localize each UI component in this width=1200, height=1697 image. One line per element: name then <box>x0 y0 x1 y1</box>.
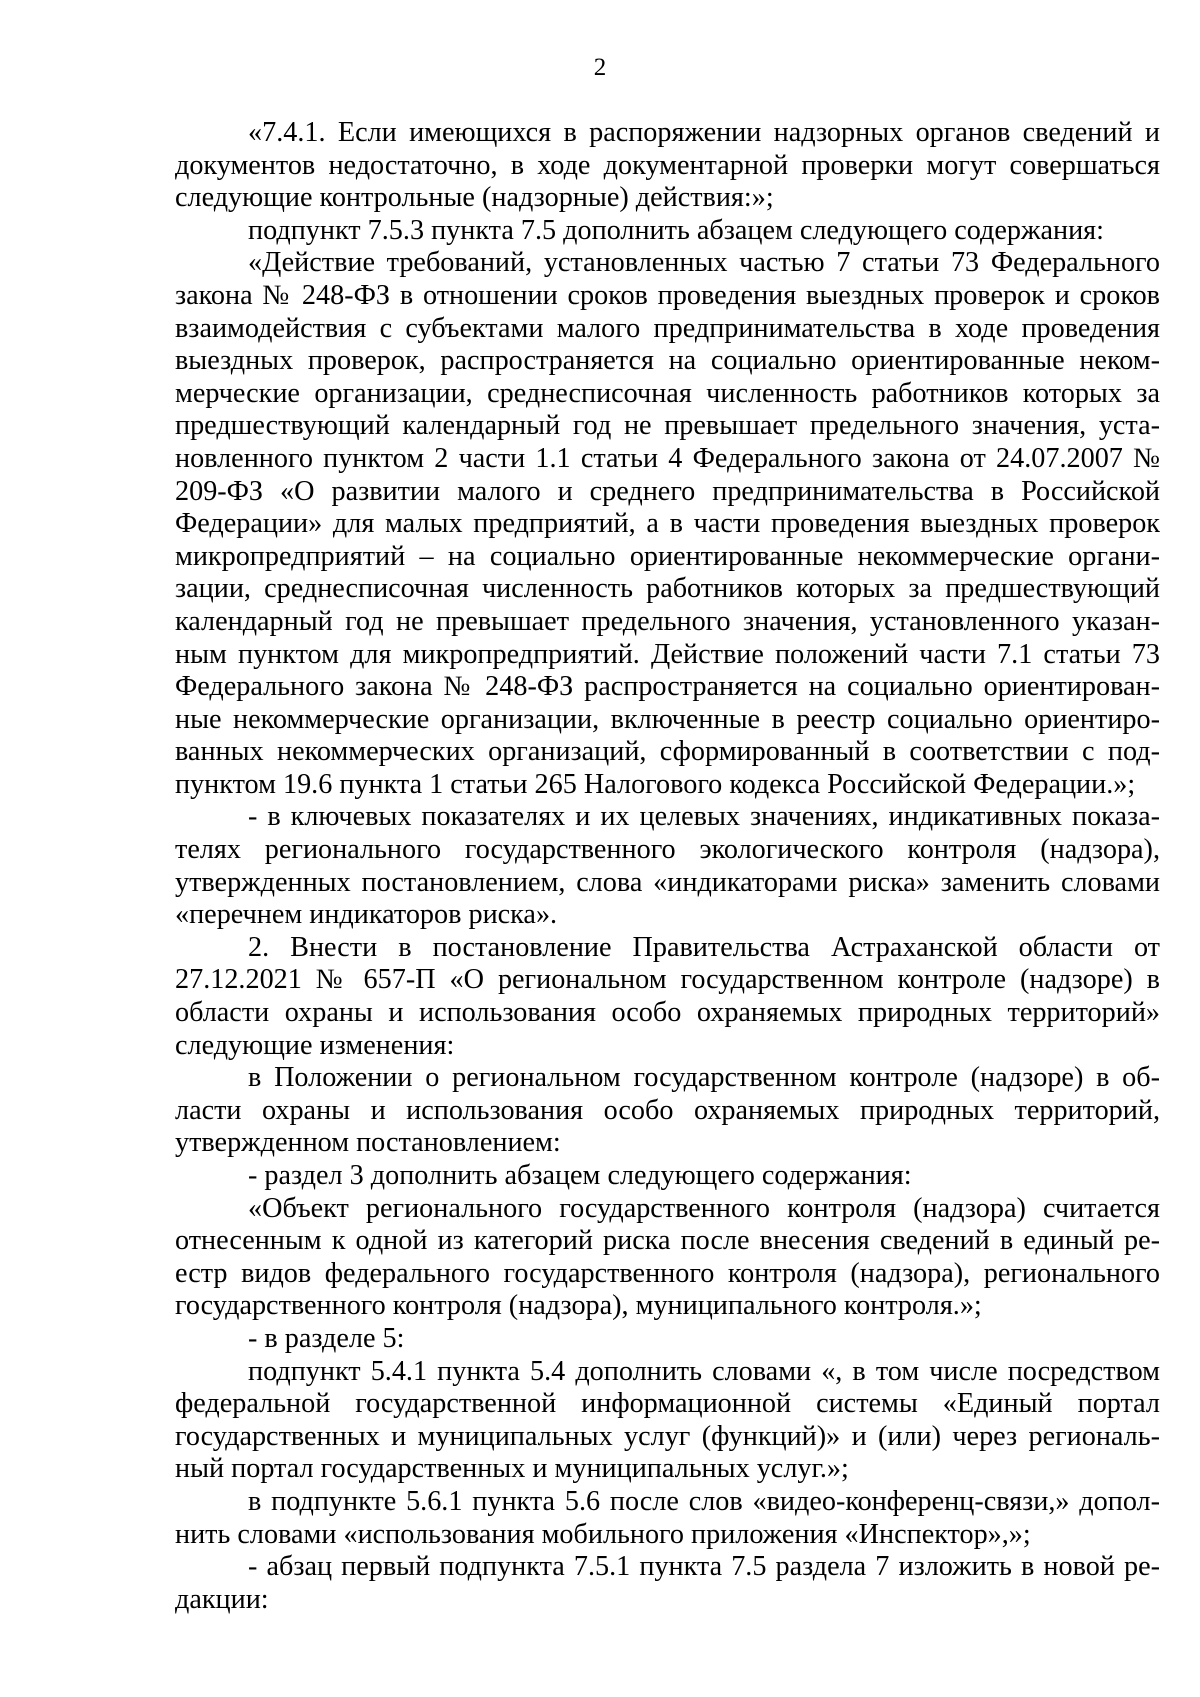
paragraph: подпункт 5.4.1 пункта 5.4 дополнить словами «, в том числе посредством федеральной государственной информационной системы «Единый портал государственных и муниципальных услуг (функций)» и (или) через региональный портал государственных и муниципальных услуг.»; <box>175 1355 1160 1485</box>
paragraph: - в разделе 5: <box>248 1322 405 1354</box>
paragraph: «Действие требований, установленных частью 7 статьи 73 Федерального закона № 248-ФЗ в отношении сроков проведения выездных проверок и сроков взаимодействия с субъектами малого предпринимательства в ходе проведения выездных проверок, распространяется на социально ориентированные некоммерческие организации, среднесписочная численность работников которых за предшествующий календарный год не превышает предельного значения, установленного пунктом 2 части 1.1 статьи 4 Федерального закона от 24.07.2007 № 209-ФЗ «О развитии малого и среднего предпринимательства в Российской Федерации» для малых предприятий, а в части проведения выездных проверок микропредприятий – на социально ориентированные некоммерческие организации, среднесписочная численность работников которых за предшествующий календарный год не превышает предельного значения, установленного указанным пунктом для микропредприятий. Действие положений части 7.1 статьи 73 Федерального закона № 248-ФЗ распространяется на социально ориентированные некоммерческие организации, включенные в реестр социально ориентированных некоммерческих организаций, сформированный в соответствии с подпунктом 19.6 пункта 1 статьи 265 Налогового кодекса Российской Федерации.»; <box>175 247 1160 800</box>
paragraph: 2. Внести в постановление Правительства Астраханской области от 27.12.2021 № 657-П «О региональном государственном контроле (надзоре) в области охраны и использования особо охраняемых природных территорий» следующие изменения: <box>175 931 1160 1061</box>
paragraph: в подпункте 5.6.1 пункта 5.6 после слов «видео-конференц-связи,» дополнить словами «использования мобильного приложения «Инспектор»,»; <box>175 1485 1160 1550</box>
paragraph: «Объект регионального государственного контроля (надзора) считается отнесенным к одной из категорий риска после внесения сведений в единый реестр видов федерального государственного контроля (надзора), регионального государственного контроля (надзора), муниципального контроля.»; <box>175 1192 1160 1322</box>
page-number: 2 <box>593 54 607 81</box>
paragraph: в Положении о региональном государственном контроле (надзоре) в области охраны и использования особо охраняемых природных территорий, утвержденном постановлением: <box>175 1062 1160 1159</box>
paragraph: - раздел 3 дополнить абзацем следующего содержания: <box>248 1160 912 1191</box>
paragraph: - в ключевых показателях и их целевых значениях, индикативных показателях регионального государственного экологического контроля (надзора), утвержденных постановлением, слова «индикаторами риска» заменить словами «перечнем индикаторов риска». <box>175 801 1160 931</box>
paragraph: - абзац первый подпункта 7.5.1 пункта 7.5 раздела 7 изложить в новой редакции: <box>175 1551 1160 1615</box>
paragraph: «7.4.1. Если имеющихся в распоряжении надзорных органов сведений и документов недостаточно, в ходе документарной проверки могут совершаться следующие контрольные (надзорные) действия:»; <box>175 117 1160 214</box>
document-body <box>175 117 1160 1616</box>
paragraph: подпункт 7.5.3 пункта 7.5 дополнить абзацем следующего содержания: <box>248 214 1104 246</box>
